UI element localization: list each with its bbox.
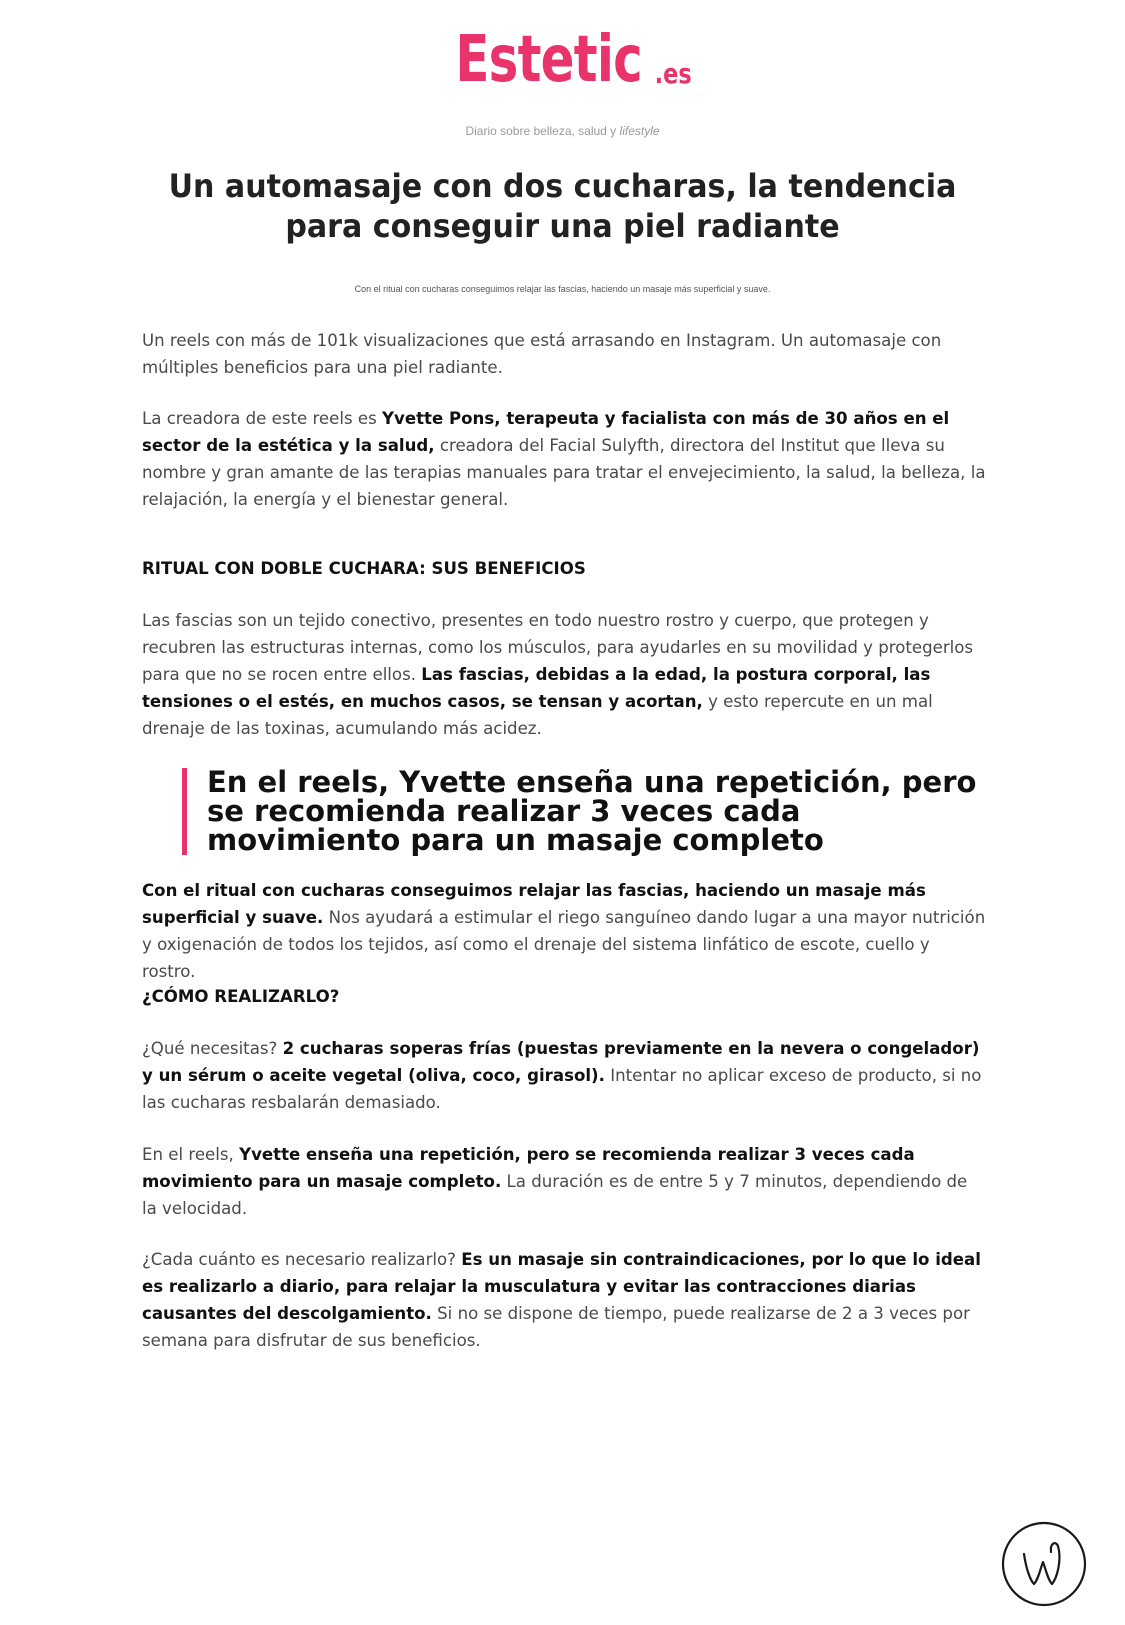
paragraph-intro: Un reels con más de 101k visualizaciones que está arrasando en Instagram. Un automasaje con múltiples beneficios para una piel radiante. — [142, 331, 942, 377]
paragraph-needs-bold: 2 cucharas soperas frías (puestas previamente en la nevera o congelador) y un sérum o aceite vegetal (oliva, coco, girasol). — [142, 1039, 980, 1085]
section-heading-benefits: RITUAL CON DOBLE CUCHARA: SUS BENEFICIOS — [142, 559, 586, 578]
paragraph-needs-text-a: ¿Qué necesitas? — [142, 1039, 283, 1058]
pull-quote-text: En el reels, Yvette enseña una repetición, pero se recomienda realizar 3 veces cada movimiento para un masaje completo — [207, 765, 977, 857]
paragraph-frequency-text-a: ¿Cada cuánto es necesario realizarlo? — [142, 1250, 462, 1269]
paragraph-ritual-text: Nos ayudará a estimular el riego sanguíneo dando lugar a una mayor nutrición y oxigenación de todos los tejidos, así como el drenaje del sistema linfático de escote, cuello y rostro. — [142, 908, 986, 981]
paragraph-needs — [142, 1035, 987, 1116]
site-tagline — [0, 124, 1125, 138]
section-heading-how-to: ¿CÓMO REALIZARLO? — [142, 987, 340, 1006]
pull-quote — [182, 765, 987, 857]
paragraph-creator-text-c: creadora del Facial Sulyfth, directora del Institut que lleva su nombre y gran amante de las terapias manuales para tratar el envejecimiento, la salud, la belleza, la relajación, la energía y el bienestar general. — [142, 436, 986, 509]
paragraph-frequency-text-c: Si no se dispone de tiempo, puede realizarse de 2 a 3 veces por semana para disfrutar de sus beneficios. — [142, 1304, 970, 1350]
paragraph-fascias-text-a: Las fascias son un tejido conectivo, presentes en todo nuestro rostro y cuerpo, que protegen y recubren las estructuras internas, como los músculos, para ayudarles en su movilidad y protegerlos para que no se rocen entre ellos. — [142, 611, 974, 684]
paragraph-frequency — [142, 1246, 987, 1354]
paragraph-fascias — [142, 607, 987, 742]
paragraph-fascias-text-c: y esto repercute en un mal drenaje de las toxinas, acumulando más acidez. — [142, 692, 933, 738]
article-title: Un automasaje con dos cucharas, la tendencia para conseguir una piel radiante — [168, 167, 957, 245]
tagline-italic: lifestyle — [619, 124, 660, 138]
site-logo[interactable] — [0, 23, 1125, 97]
paragraph-fascias-bold: Las fascias, debidas a la edad, la postura corporal, las tensiones o el estés, en muchos casos, se tensan y acortan, — [142, 665, 931, 711]
paragraph-ritual-bold: Con el ritual con cucharas conseguimos relajar las fascias, haciendo un masaje más superficial y suave. — [142, 881, 926, 927]
logo-wordmark: Estetic — [455, 23, 642, 97]
article-subtitle: Con el ritual con cucharas conseguimos relajar las fascias, haciendo un masaje más superficial y suave. — [354, 284, 771, 294]
logo-domain-suffix: .es — [654, 57, 692, 90]
paragraph-ritual — [142, 877, 987, 985]
paragraph-creator — [142, 405, 987, 513]
paragraph-duration — [142, 1141, 987, 1222]
paragraph-frequency-bold: Es un masaje sin contraindicaciones, por lo que lo ideal es realizarlo a diario, para relajar la musculatura y evitar las contracciones diarias causantes del descolgamiento. — [142, 1250, 981, 1323]
paragraph-duration-bold: Yvette enseña una repetición, pero se recomienda realizar 3 veces cada movimiento para un masaje completo. — [142, 1145, 915, 1191]
circle-w-monogram-icon — [1000, 1520, 1088, 1608]
tagline-text: Diario sobre belleza, salud y — [465, 124, 617, 138]
paragraph-creator-bold: Yvette Pons, terapeuta y facialista con más de 30 años en el sector de la estética y la salud, — [142, 409, 950, 455]
paragraph-duration-text-a: En el reels, — [142, 1145, 240, 1164]
paragraph-needs-text-c: Intentar no aplicar exceso de producto, si no las cucharas resbalarán demasiado. — [142, 1066, 982, 1112]
paragraph-duration-text-c: La duración es de entre 5 y 7 minutos, dependiendo de la velocidad. — [142, 1172, 968, 1218]
paragraph-creator-text-a: La creadora de este reels es — [142, 409, 382, 428]
